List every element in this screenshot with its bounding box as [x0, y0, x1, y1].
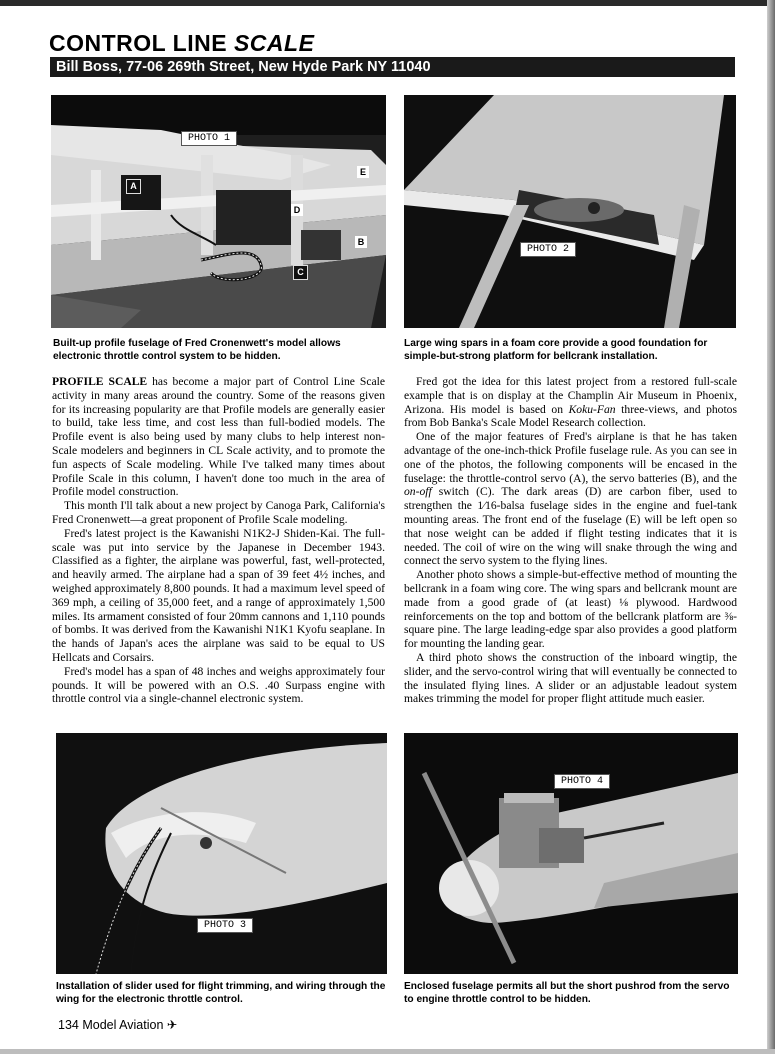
paragraph [52, 375, 385, 499]
photo-4-label: PHOTO 4 [554, 774, 610, 789]
photo-2 [404, 95, 736, 328]
photo-4 [404, 733, 738, 974]
caption-photo-2: Large wing spars in a foam core provide a good foundation for simple-but-strong platform for bellcrank installation. [404, 338, 708, 362]
magazine-title: Koku-Fan [568, 402, 616, 416]
scan-bottom-edge [0, 1049, 775, 1054]
paragraph-text: One of the major features of Fred's airplane is that he has taken advantage of the one-inch-thick Profile fuselage rule. As you can see in one of the photos, the following components will be encased in the fuselage: the throttle-control servo (A), the servo batteries (B), and the [404, 430, 737, 485]
paragraph [404, 375, 737, 430]
photo-3-image [56, 733, 387, 974]
paragraph-text: three-views, and photos from Bob Banka's Scale Model Research collection. [404, 402, 737, 430]
caption-photo-3: Installation of slider used for flight trimming, and wiring through the wing for the electronic throttle control. [56, 981, 386, 1005]
paragraph: A third photo shows the construction of the inboard wingtip, the slider, and the servo-control wiring that will eventually be connected to the insulated flying lines. A slider or an adjustable leadout system makes trimming the model for proper flight attitude much easier. [404, 650, 737, 706]
photo-3 [56, 733, 387, 974]
callout-c: C [293, 265, 308, 280]
scan-top-edge [0, 0, 775, 6]
caption-photo-1: Built-up profile fuselage of Fred Cronenwett's model allows electronic throttle control system to be hidden. [53, 338, 341, 362]
photo-4-image [404, 733, 738, 974]
callout-e: E [357, 166, 369, 178]
page-footer: 134 Model Aviation ✈ [58, 1018, 178, 1032]
callout-d: D [291, 204, 303, 216]
paragraph [404, 430, 737, 568]
scan-right-edge [767, 0, 775, 1054]
caption-photo-4: Enclosed fuselage permits all but the short pushrod from the servo to engine throttle control to be hidden. [404, 981, 730, 1005]
column-title [49, 30, 314, 56]
photo-1-label: PHOTO 1 [181, 131, 237, 146]
photo-1-image [51, 95, 386, 328]
paragraph: Fred's model has a span of 48 inches and weighs approximately four pounds. It will be powered with an O.S. .40 Surpass engine with throttle control via a single-channel electronic system. [52, 664, 385, 706]
title-main: CONTROL LINE [49, 30, 228, 56]
photo-3-label: PHOTO 3 [197, 918, 253, 933]
photo-1 [51, 95, 386, 328]
title-italic: SCALE [233, 30, 315, 56]
author-address-bar: Bill Boss, 77-06 269th Street, New Hyde Park NY 11040 [50, 57, 735, 77]
italic-term: on-off [404, 485, 432, 499]
photo-2-image [404, 95, 736, 328]
article-left-column [52, 375, 385, 706]
callout-b: B [355, 236, 367, 248]
paragraph-text: switch (C). The dark areas (D) are carbon fiber, used to strengthen the 1⁄16-balsa fuselage sides in the engine and fuel-tank mounting areas. The front end of the fuselage (E) will be left open so that nose weight can be added if flight testing indicates that it is needed. The coil of wire on the wing will snake through the wing and connect the servo system to the flying lines. [404, 485, 737, 568]
paragraph: Fred's latest project is the Kawanishi N1K2-J Shiden-Kai. The full-scale was put into service by the Japanese in December 1943. Classified as a fighter, the airplane was powerful, fast, well-protected, and heavily armed. The airplane had a span of 39 feet 4½ inches, and weighed approximately 8,800 pounds. It had a maximum level speed of 369 mph, a ceiling of 35,000 feet, and a range of approximately 1,500 miles. Its armament consisted of four 20mm cannons and 1,110 pounds of bombs. It was derived from the Kawanishi N1K1 Kyofu seaplane. In the hands of Japan's aces the airplane was said to be equal to US Hellcats and Corsairs. [52, 526, 385, 664]
lead-in: PROFILE SCALE [52, 375, 148, 388]
article-right-column [404, 375, 737, 706]
paragraph: This month I'll talk about a new project by Canoga Park, California's Fred Cronenwett—a great proponent of Profile Scale modeling. [52, 499, 385, 526]
photo-2-label: PHOTO 2 [520, 242, 576, 257]
paragraph-text: has become a major part of Control Line Scale activity in many areas around the country. Some of the reasons given for its increasing popularity are that Profile models are generally easier to build, take less time, and cost less than full-bodied models. The Profile event is also being used by many clubs to help interest non-Scale modelers and beginners in CL Scale activity, and to promote the fun aspects of Scale modeling. While I've talked many times about Profile Scale in this column, I haven't done too much in the area of Profile model construction. [52, 375, 385, 499]
paragraph: Another photo shows a simple-but-effective method of mounting the bellcrank in a foam wing core. The wing spars and bellcrank mount are made from a good grade of (at least) ⅛ plywood. Hardwood reinforcements on the top and bottom of the bellcrank platform are ⅜-square pine. The large leading-edge spar also provides a good platform for mounting the landing gear. [404, 568, 737, 651]
callout-a: A [126, 179, 141, 194]
paragraph-text: Fred got the idea for this latest project from a restored full-scale example that is on display at the Champlin Air Museum in Phoenix, Arizona. His model is based on [404, 375, 737, 416]
